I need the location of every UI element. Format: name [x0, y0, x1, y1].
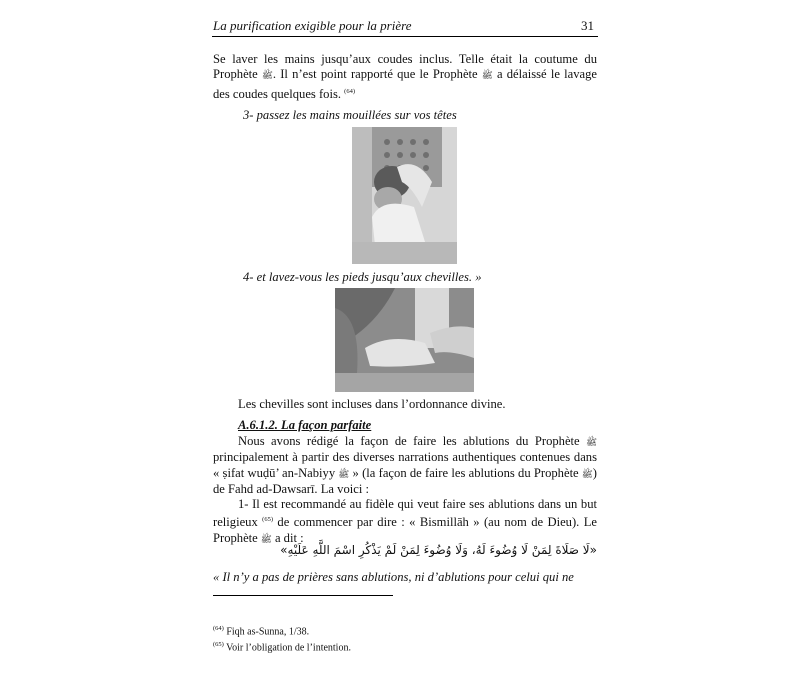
footnote-65: [213, 638, 351, 654]
text-run: principalement à partir des diverses narrations authentiques contenues dans « ṣifat wuḍū’ an-Nabiyy: [213, 450, 597, 480]
pbuh-symbol: ﷺ: [262, 70, 273, 81]
text-run: 1- Il est recommandé au fidèle qui veut faire ses ablutions dans un but religieux: [213, 497, 597, 530]
caption-step-3: 3- passez les mains mouillées sur vos têtes: [243, 108, 457, 122]
footnote-number: (64): [213, 625, 224, 632]
footnote-number: (65): [213, 641, 224, 649]
footnote-64: [213, 622, 351, 638]
running-header: [212, 16, 598, 37]
paragraph-chevilles: Les chevilles sont incluses dans l’ordonnance divine.: [238, 397, 506, 411]
paragraph-coudes: [213, 52, 597, 102]
text-run: Nous avons rédigé la façon de faire les ablutions du Prophète: [238, 434, 587, 448]
text-run: a délaissé le lavage des coudes quelques fois.: [213, 67, 598, 101]
footnote-divider: [213, 595, 393, 596]
header-title: La purification exigible pour la prière: [213, 18, 412, 33]
footnote-ref-64: (64): [344, 87, 356, 95]
arabic-hadith: «لَا صَلَاةَ لِمَنْ لَا وُضُوءَ لَهُ، وَلَا وُضُوءَ لِمَنْ لَمْ يَذْكُرِ اسْمَ اللَّهِ عَلَيْهِ»: [280, 543, 597, 557]
text-run: a dit :: [271, 530, 304, 545]
footnote-ref-65: (65): [262, 516, 274, 524]
photo-washing-feet: [335, 288, 474, 392]
pbuh-symbol: ﷺ: [586, 437, 597, 447]
pbuh-symbol: ﷺ: [581, 468, 593, 479]
text-run: Se laver les mains jusqu’aux coudes inclus. Telle était la coutume du Prophète: [213, 52, 597, 82]
paragraph-intro-facon: [213, 434, 597, 497]
section-heading: A.6.1.2. La façon parfaite: [238, 418, 372, 432]
text-run: ) de Fahd ad-Dawsarī. La voici :: [213, 465, 597, 496]
closing-bracket: »: [475, 270, 482, 284]
text-run: . Il n’est point rapporté que le Prophète: [272, 67, 482, 82]
footnotes: [213, 622, 351, 655]
pbuh-symbol: ﷺ: [260, 533, 272, 544]
text-run: » (la façon de faire les ablutions du Prophète: [349, 465, 582, 480]
text-run: de commencer par dire : « Bismillāh » (au nom de Dieu). Le Prophète: [213, 515, 597, 545]
pbuh-symbol: ﷺ: [338, 468, 350, 479]
hadith-translation: « Il n’y a pas de prières sans ablutions, ni d’ablutions pour celui qui ne: [213, 570, 574, 584]
paragraph-step-1: [213, 497, 597, 547]
page-number: 31: [581, 18, 594, 33]
caption-step-4: [243, 270, 482, 285]
photo-wiping-head: [352, 127, 457, 264]
footnote-text: Fiqh as-Sunna, 1/38.: [223, 626, 310, 638]
caption-text: 4- et lavez-vous les pieds jusqu’aux chevilles.: [243, 270, 473, 284]
footnote-text: Voir l’obligation de l’intention.: [223, 642, 351, 654]
pbuh-symbol: ﷺ: [481, 70, 493, 81]
